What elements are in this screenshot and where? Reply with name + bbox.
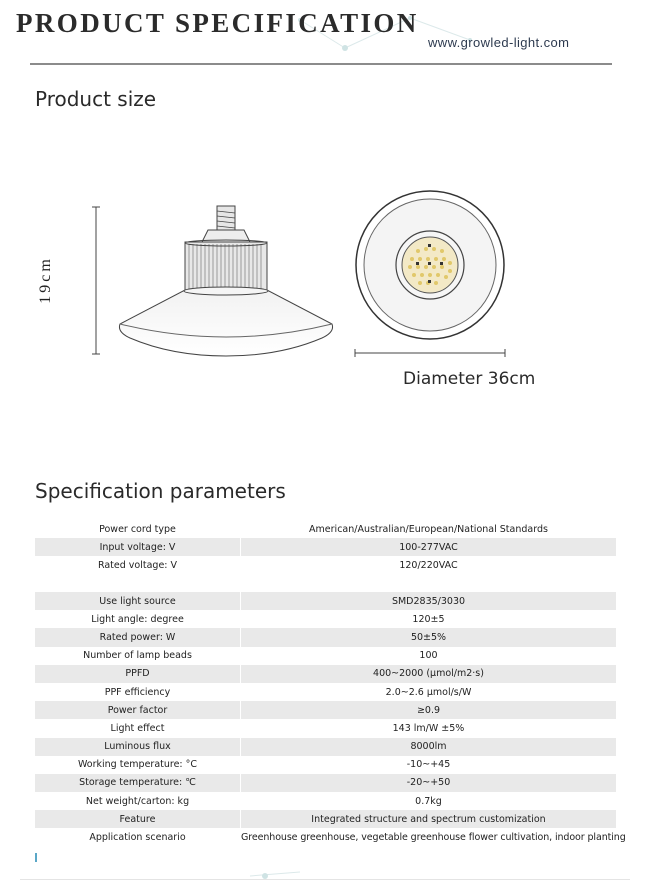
spec-value: American/Australian/European/National Standards	[241, 520, 617, 538]
table-row	[35, 792, 616, 810]
spec-label: Rated power: W	[35, 628, 241, 646]
table-row	[35, 610, 616, 628]
spec-value: 120/220VAC	[241, 556, 617, 574]
table-row	[35, 683, 616, 701]
spec-value: ≥0.9	[241, 701, 617, 719]
spec-label: PPFD	[35, 665, 241, 683]
spec-value: 0.7kg	[241, 792, 617, 810]
table-row	[35, 719, 616, 737]
spec-label: Application scenario	[35, 828, 241, 846]
spec-value: 143 lm/W ±5%	[241, 719, 617, 737]
spec-label: Storage temperature: ℃	[35, 774, 241, 792]
table-row	[35, 520, 616, 538]
table-row	[35, 556, 616, 574]
website-link[interactable]: www.growled-light.com	[428, 35, 570, 50]
spec-value: 8000lm	[241, 738, 617, 756]
spec-label: Feature	[35, 810, 241, 828]
table-row	[35, 774, 616, 792]
spec-label: Rated voltage: V	[35, 556, 241, 574]
spec-parameters-heading: Specification parameters	[35, 479, 286, 503]
page-title: PRODUCT SPECIFICATION	[16, 8, 419, 38]
spec-value: SMD2835/3030	[241, 592, 617, 610]
table-row	[35, 592, 616, 610]
spec-value: Integrated structure and spectrum customization	[241, 810, 617, 828]
spec-label: Net weight/carton: kg	[35, 792, 241, 810]
table-row	[35, 756, 616, 774]
table-row	[35, 628, 616, 646]
spec-label: Light angle: degree	[35, 610, 241, 628]
accent-marker	[35, 853, 37, 862]
spec-label: PPF efficiency	[35, 683, 241, 701]
spec-label: Luminous flux	[35, 738, 241, 756]
spec-value: 100	[241, 647, 617, 665]
lamp-top-view	[350, 185, 510, 345]
height-label: 19cm	[37, 256, 54, 304]
table-row	[35, 738, 616, 756]
table-row	[35, 647, 616, 665]
spec-value: 400~2000 (μmol/m2·s)	[241, 665, 617, 683]
spec-label: Use light source	[35, 592, 241, 610]
diameter-label: Diameter 36cm	[403, 369, 536, 389]
table-row	[35, 538, 616, 556]
spec-label: Working temperature: °C	[35, 756, 241, 774]
footer-divider	[20, 879, 630, 880]
spec-value: Greenhouse greenhouse, vegetable greenhouse flower cultivation, indoor planting	[241, 828, 617, 846]
spec-value: -10~+45	[241, 756, 617, 774]
spec-table-electrical	[35, 520, 616, 575]
table-row	[35, 810, 616, 828]
spec-value: 2.0~2.6 μmol/s/W	[241, 683, 617, 701]
spec-value: 120±5	[241, 610, 617, 628]
spec-label: Power factor	[35, 701, 241, 719]
spec-label: Power cord type	[35, 520, 241, 538]
spec-value: 50±5%	[241, 628, 617, 646]
lamp-side-view	[90, 200, 350, 365]
spec-label: Number of lamp beads	[35, 647, 241, 665]
table-row	[35, 701, 616, 719]
spec-label: Light effect	[35, 719, 241, 737]
spec-value: 100-277VAC	[241, 538, 617, 556]
product-size-heading: Product size	[35, 87, 157, 111]
spec-label: Input voltage: V	[35, 538, 241, 556]
spec-value: -20~+50	[241, 774, 617, 792]
table-row	[35, 828, 616, 846]
spec-table-performance	[35, 592, 626, 847]
table-row	[35, 665, 616, 683]
